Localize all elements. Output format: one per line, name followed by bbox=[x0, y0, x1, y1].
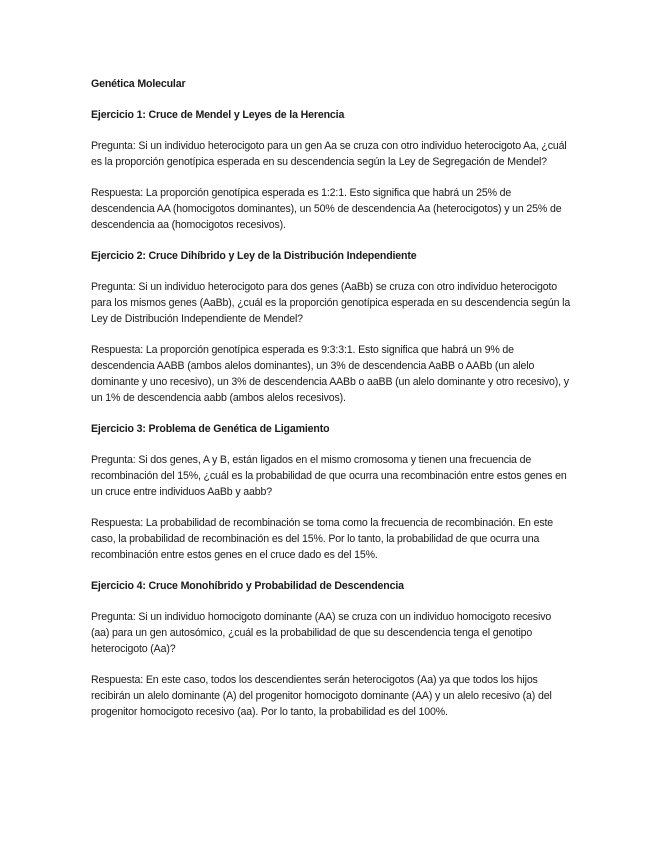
document-title: Genética Molecular bbox=[91, 78, 186, 90]
exercise-heading: Ejercicio 4: Cruce Monohíbrido y Probabilidad de Descendencia bbox=[91, 580, 404, 592]
exercise-3 bbox=[91, 421, 571, 563]
exercise-answer: Respuesta: En este caso, todos los descendientes serán heterocigotos (Aa) ya que todos los hijos recibirán un alelo dominante (A) del progenitor homocigoto dominante (AA) y un alelo recesivo (a) del progenitor homocigoto recesivo (aa). Por lo tanto, la probabilidad es del 100%. bbox=[91, 674, 552, 718]
exercise-question: Pregunta: Si un individuo homocigoto dominante (AA) se cruza con un individuo homocigoto recesivo (aa) para un gen autosómico, ¿cuál es la probabilidad de que su descendencia tenga el genotipo heterocigoto (Aa)? bbox=[91, 611, 552, 655]
exercise-heading: Ejercicio 2: Cruce Dihíbrido y Ley de la Distribución Independiente bbox=[91, 250, 417, 262]
exercise-1 bbox=[91, 107, 571, 233]
document-body bbox=[91, 76, 571, 735]
exercise-heading: Ejercicio 3: Problema de Genética de Ligamiento bbox=[91, 423, 330, 435]
exercise-question: Pregunta: Si un individuo heterocigoto para dos genes (AaBb) se cruza con otro individuo heterocigoto para los mismos genes (AaBb), ¿cuál es la proporción genotípica esperada en su descendencia según la Ley de Distribución Independiente de Mendel? bbox=[91, 281, 571, 325]
exercise-2 bbox=[91, 248, 571, 406]
exercise-answer: Respuesta: La probabilidad de recombinación se toma como la frecuencia de recombinación. En este caso, la probabilidad de recombinación es del 15%. Por lo tanto, la probabilidad de que ocurra una recombinación entre estos genes en el cruce dado es del 15%. bbox=[91, 517, 554, 561]
exercise-answer: Respuesta: La proporción genotípica esperada es 1:2:1. Esto significa que habrá un 25% de descendencia AA (homocigotos dominantes), un 50% de descendencia Aa (heterocigotos) y un 25% de descendencia aa (homocigotos recesivos). bbox=[91, 187, 562, 231]
exercise-answer: Respuesta: La proporción genotípica esperada es 9:3:3:1. Esto significa que habrá un 9% de descendencia AABB (ambos alelos dominantes), un 3% de descendencia AaBB o AABb (un alelo dominante y uno recesivo), un 3% de descendencia AABb o aaBB (un alelo dominante y otro recesivo), y un 1% de descendencia aabb (ambos alelos recesivos). bbox=[91, 344, 569, 404]
exercise-heading: Ejercicio 1: Cruce de Mendel y Leyes de la Herencia bbox=[91, 109, 345, 121]
exercise-4 bbox=[91, 578, 571, 720]
exercise-question: Pregunta: Si dos genes, A y B, están ligados en el mismo cromosoma y tienen una frecuencia de recombinación del 15%, ¿cuál es la probabilidad de que ocurra una recombinación entre estos genes en un cruce entre individuos AaBb y aabb? bbox=[91, 454, 567, 498]
exercise-question: Pregunta: Si un individuo heterocigoto para un gen Aa se cruza con otro individuo heterocigoto Aa, ¿cuál es la proporción genotípica esperada en su descendencia según la Ley de Segregación de Mendel? bbox=[91, 140, 567, 168]
